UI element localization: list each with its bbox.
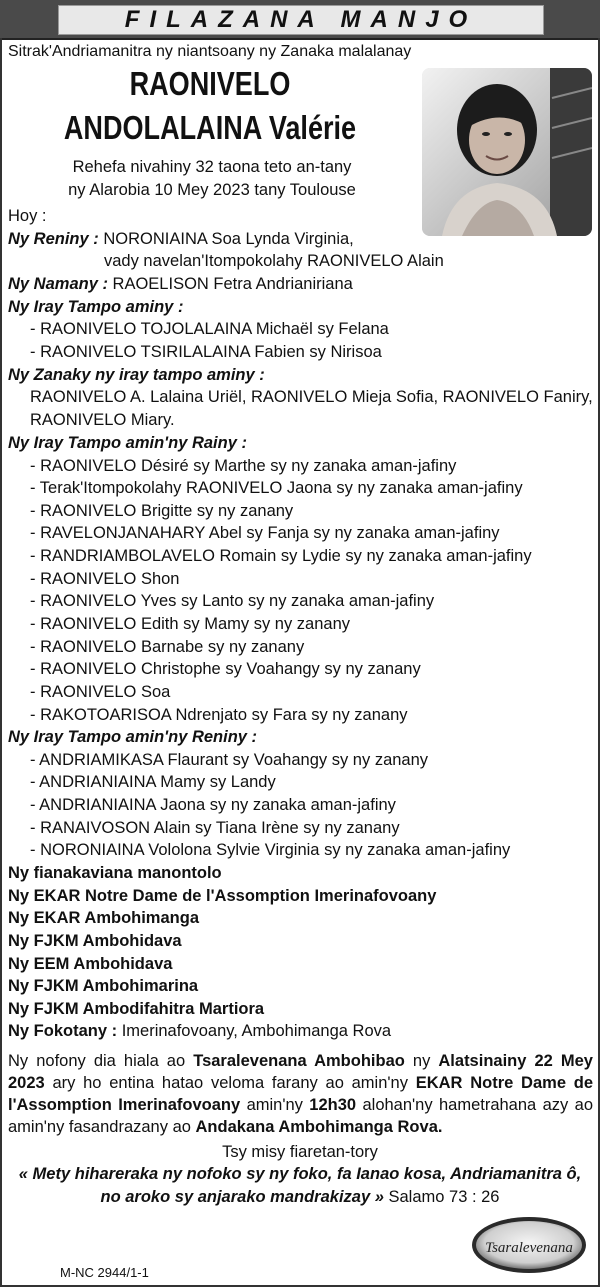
friend-line: [8, 273, 353, 295]
paternal-item: - RAONIVELO Désiré sy Marthe sy ny zanaka aman-jafiny: [30, 457, 457, 475]
group-line: Ny FJKM Ambohimarina: [8, 977, 199, 995]
header-title: FILAZANA MANJO: [124, 6, 478, 33]
maternal-relatives-label: Ny Iray Tampo amin'ny Reniny :: [8, 728, 258, 746]
sibling-item: - RAONIVELO TOJOLALAINA Michaël sy Felana: [30, 320, 389, 338]
header-plate: [58, 5, 544, 35]
paternal-item: - RAKOTOARISOA Ndrenjato sy Fara sy ny zanany: [30, 706, 408, 724]
group-line: Ny EKAR Ambohimanga: [8, 909, 199, 927]
maternal-item: - ANDRIANIAINA Mamy sy Landy: [30, 773, 276, 791]
notice-reference: M-NC 2944/1-1: [60, 1265, 149, 1280]
announcement-date: Alatsinainy 22 Mey 2023: [8, 1052, 593, 1092]
paternal-relatives-label: Ny Iray Tampo amin'ny Rainy :: [8, 434, 247, 452]
paternal-item: - RAONIVELO Yves sy Lanto sy ny zanaka aman-jafiny: [30, 592, 435, 610]
paternal-item: - RAONIVELO Barnabe sy ny zanany: [30, 638, 305, 656]
nephews-label: Ny Zanaky ny iray tampo aminy :: [8, 366, 265, 384]
funeral-announcement: [8, 1050, 593, 1138]
verse-line1: « Mety hihareraka ny nofoko sy ny foko, fa Ianao kosa, Andriamanitra ô,: [18, 1165, 582, 1183]
paternal-item: - RAVELONJANAHARY Abel sy Fanja sy ny zanaka aman-jafiny: [30, 524, 500, 542]
maternal-item: - RANAIVOSON Alain sy Tiana Irène sy ny zanany: [30, 819, 400, 837]
death-info-line1: Rehefa nivahiny 32 taona teto an-tany: [72, 158, 352, 176]
deceased-surname: RAONIVELO: [129, 65, 291, 102]
maternal-item: - NORONIAINA Vololona Sylvie Virginia sy ny zanaka aman-jafiny: [30, 841, 511, 859]
no-flowers-line: Tsy misy fiaretan-tory: [222, 1143, 378, 1161]
paternal-item: - RAONIVELO Brigitte sy ny zanany: [30, 502, 294, 520]
verse-text: no aroko sy anjarako mandrakizay »: [100, 1188, 384, 1206]
hoy-label: Hoy :: [8, 207, 47, 225]
nephews-line1: RAONIVELO A. Lalaina Uriël, RAONIVELO Mieja Sofia, RAONIVELO Faniry,: [30, 388, 593, 406]
mother-line: [8, 228, 354, 250]
group-line: Ny EEM Ambohidava: [8, 955, 173, 973]
fokotany-line: [8, 1020, 391, 1042]
maternal-item: - ANDRIAMIKASA Flaurant sy Voahangy sy ny zanany: [30, 751, 429, 769]
fokotany-value: Imerinafovoany, Ambohimanga Rova: [121, 1022, 392, 1040]
paternal-item: - RAONIVELO Christophe sy Voahangy sy ny zanany: [30, 660, 421, 678]
announcement-church: EKAR Notre Dame de l'Assomption Imerinafovoany: [8, 1074, 593, 1114]
announcement-text: alohan'ny hametrahana azy ao amin'ny fasandrazany ao: [8, 1096, 593, 1136]
announcement-text: ary ho entina hatao veloma farany ao amin'ny: [44, 1074, 416, 1092]
header-bar: [0, 0, 600, 40]
verse-line2: [0, 1186, 600, 1208]
mother-label: Ny Reniny :: [8, 230, 99, 248]
maternal-item: - ANDRIANIAINA Jaona sy ny zanaka aman-jafiny: [30, 796, 396, 814]
logo-text: Tsaralevenana: [485, 1240, 573, 1256]
mother-name: NORONIAINA Soa Lynda Virginia,: [103, 230, 354, 248]
paternal-item: - RAONIVELO Soa: [30, 683, 171, 701]
announcement-time: 12h30: [309, 1096, 357, 1114]
paternal-item: - Terak'Itompokolahy RAONIVELO Jaona sy ny zanaka aman-jafiny: [30, 479, 523, 497]
announcement-text: ny: [404, 1052, 439, 1070]
group-line: Ny EKAR Notre Dame de l'Assomption Imerinafovoany: [8, 887, 437, 905]
announcement-text: amin'ny: [240, 1096, 310, 1114]
siblings-label: Ny Iray Tampo aminy :: [8, 298, 184, 316]
mother-line2: vady navelan'Itompokolahy RAONIVELO Alain: [104, 252, 444, 270]
tsaralevenana-logo: [470, 1215, 588, 1275]
fokotany-label: Ny Fokotany :: [8, 1022, 118, 1040]
intro-line: Sitrak'Andriamanitra ny niantsoany ny Zanaka malalanay: [8, 43, 412, 60]
death-info-line2: ny Alarobia 10 Mey 2023 tany Toulouse: [68, 181, 356, 199]
deceased-photo: [422, 68, 592, 236]
paternal-item: - RANDRIAMBOLAVELO Romain sy Lydie sy ny zanaka aman-jafiny: [30, 547, 532, 565]
deceased-given-name: ANDOLALAINA Valérie: [63, 109, 357, 146]
nephews-line2: RAONIVELO Miary.: [30, 411, 175, 429]
group-line: Ny FJKM Ambodifahitra Martiora: [8, 1000, 265, 1018]
sibling-item: - RAONIVELO TSIRILALAINA Fabien sy Nirisoa: [30, 343, 382, 361]
announcement-place: Tsaralevenana Ambohibao: [193, 1052, 405, 1070]
announcement-burial-place: Andakana Ambohimanga Rova.: [195, 1118, 443, 1136]
friend-label: Ny Namany :: [8, 275, 108, 293]
group-line: Ny FJKM Ambohidava: [8, 932, 182, 950]
paternal-item: - RAONIVELO Shon: [30, 570, 180, 588]
friend-name: RAOELISON Fetra Andrianiriana: [112, 275, 353, 293]
group-line: Ny fianakaviana manontolo: [8, 864, 222, 882]
announcement-text: Ny nofony dia hiala ao: [8, 1052, 194, 1070]
paternal-item: - RAONIVELO Edith sy Mamy sy ny zanany: [30, 615, 351, 633]
verse-reference: Salamo 73 : 26: [383, 1188, 500, 1206]
